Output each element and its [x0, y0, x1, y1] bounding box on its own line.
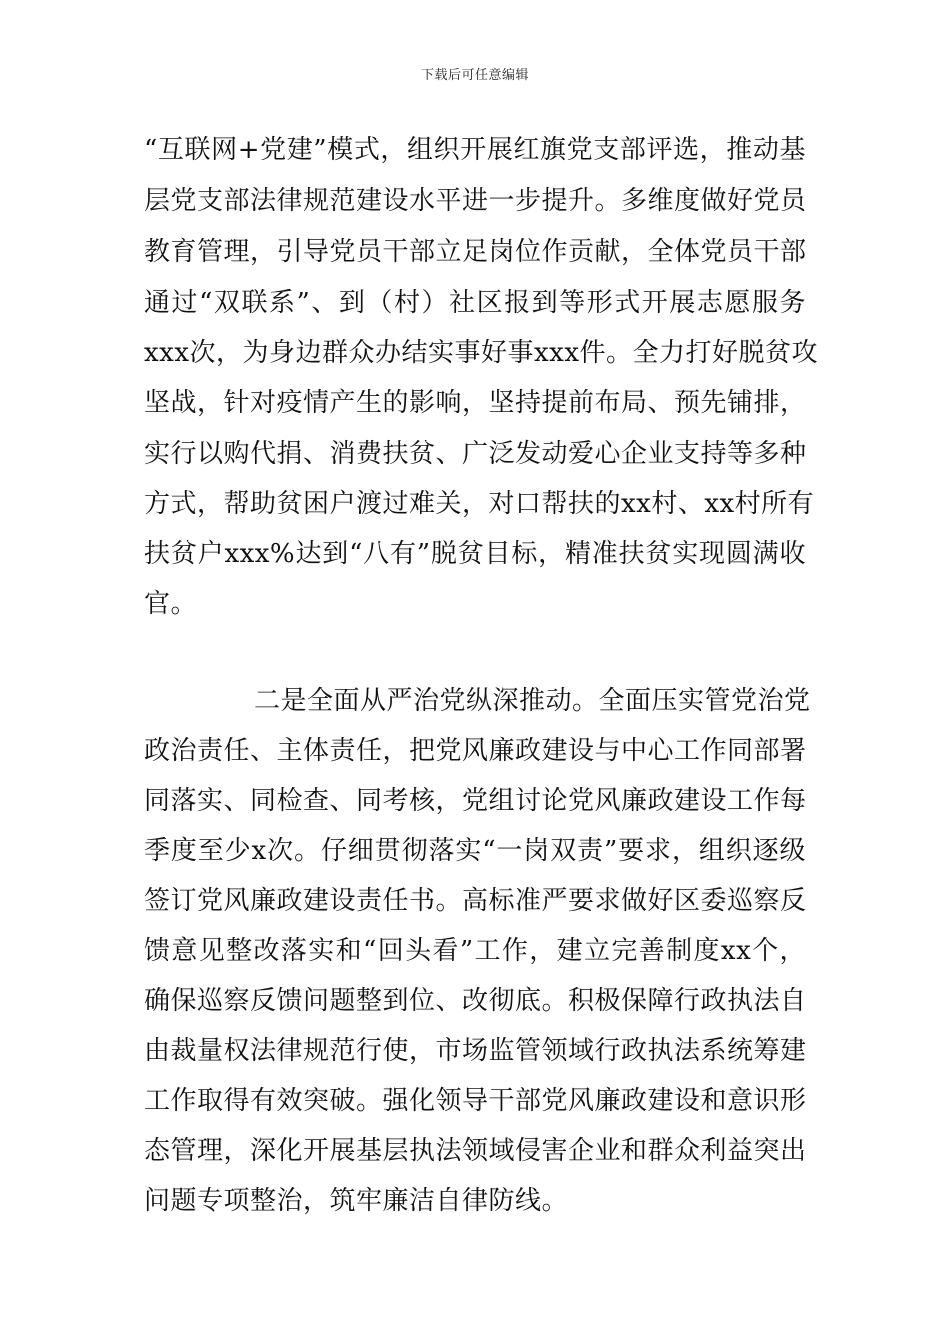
paragraph-2-line-6: 馈意见整改落实和“回头看”工作，建立完善制度xx个，	[144, 936, 806, 966]
paragraph-1-line-6: 坚战，针对疫情产生的影响，坚持提前布局、预先铺排，	[144, 388, 807, 418]
paragraph-1-line-2: 层党支部法律规范建设水平进一步提升。多维度做好党员	[144, 186, 807, 216]
paragraph-1-line-8: 方式，帮助贫困户渡过难关，对口帮扶的xx村、xx村所有	[144, 489, 815, 519]
paragraph-2-line-10: 态管理，深化开展基层执法领域侵害企业和群众利益突出	[144, 1136, 807, 1166]
paragraph-1-line-3: 教育管理，引导党员干部立足岗位作贡献，全体党员干部	[144, 237, 807, 267]
paragraph-2-line-5: 签订党风廉政建设责任书。高标准严要求做好区委巡察反	[144, 886, 807, 916]
paragraph-1-line-5: xxx次，为身边群众办结实事好事xxx件。全力打好脱贫攻	[144, 338, 818, 368]
paragraph-2-line-4: 季度至少x次。仔细贯彻落实“一岗双责”要求，组织逐级	[144, 836, 806, 866]
paragraph-1-line-9: 扶贫户xxx%达到“八有”脱贫目标，精准扶贫实现圆满收	[144, 539, 806, 569]
paragraph-2-line-8: 由裁量权法律规范行使，市场监管领域行政执法系统筹建	[144, 1036, 807, 1066]
paragraph-2-line-11: 问题专项整治，筑牢廉洁自律防线。	[144, 1186, 569, 1216]
paragraph-1-line-1: “互联网+党建”模式，组织开展红旗党支部评选，推动基	[144, 135, 806, 165]
page-header: 下载后可任意编辑	[420, 68, 529, 83]
paragraph-1-line-7: 实行以购代捐、消费扶贫、广泛发动爱心企业支持等多种	[144, 439, 807, 469]
paragraph-2-line-1: 二是全面从严治党纵深推动。全面压实管党治党	[254, 686, 811, 716]
paragraph-2-line-3: 同落实、同检查、同考核，党组讨论党风廉政建设工作每	[144, 786, 807, 816]
paragraph-2-line-2: 政治责任、主体责任，把党风廉政建设与中心工作同部署	[144, 736, 807, 766]
paragraph-2-line-7: 确保巡察反馈问题整到位、改彻底。积极保障行政执法自	[144, 986, 807, 1016]
paragraph-1-line-4: 通过“双联系”、到（村）社区报到等形式开展志愿服务	[144, 288, 806, 318]
paragraph-2-line-9: 工作取得有效突破。强化领导干部党风廉政建设和意识形	[144, 1086, 807, 1116]
paragraph-1-line-10: 官。	[144, 589, 198, 619]
